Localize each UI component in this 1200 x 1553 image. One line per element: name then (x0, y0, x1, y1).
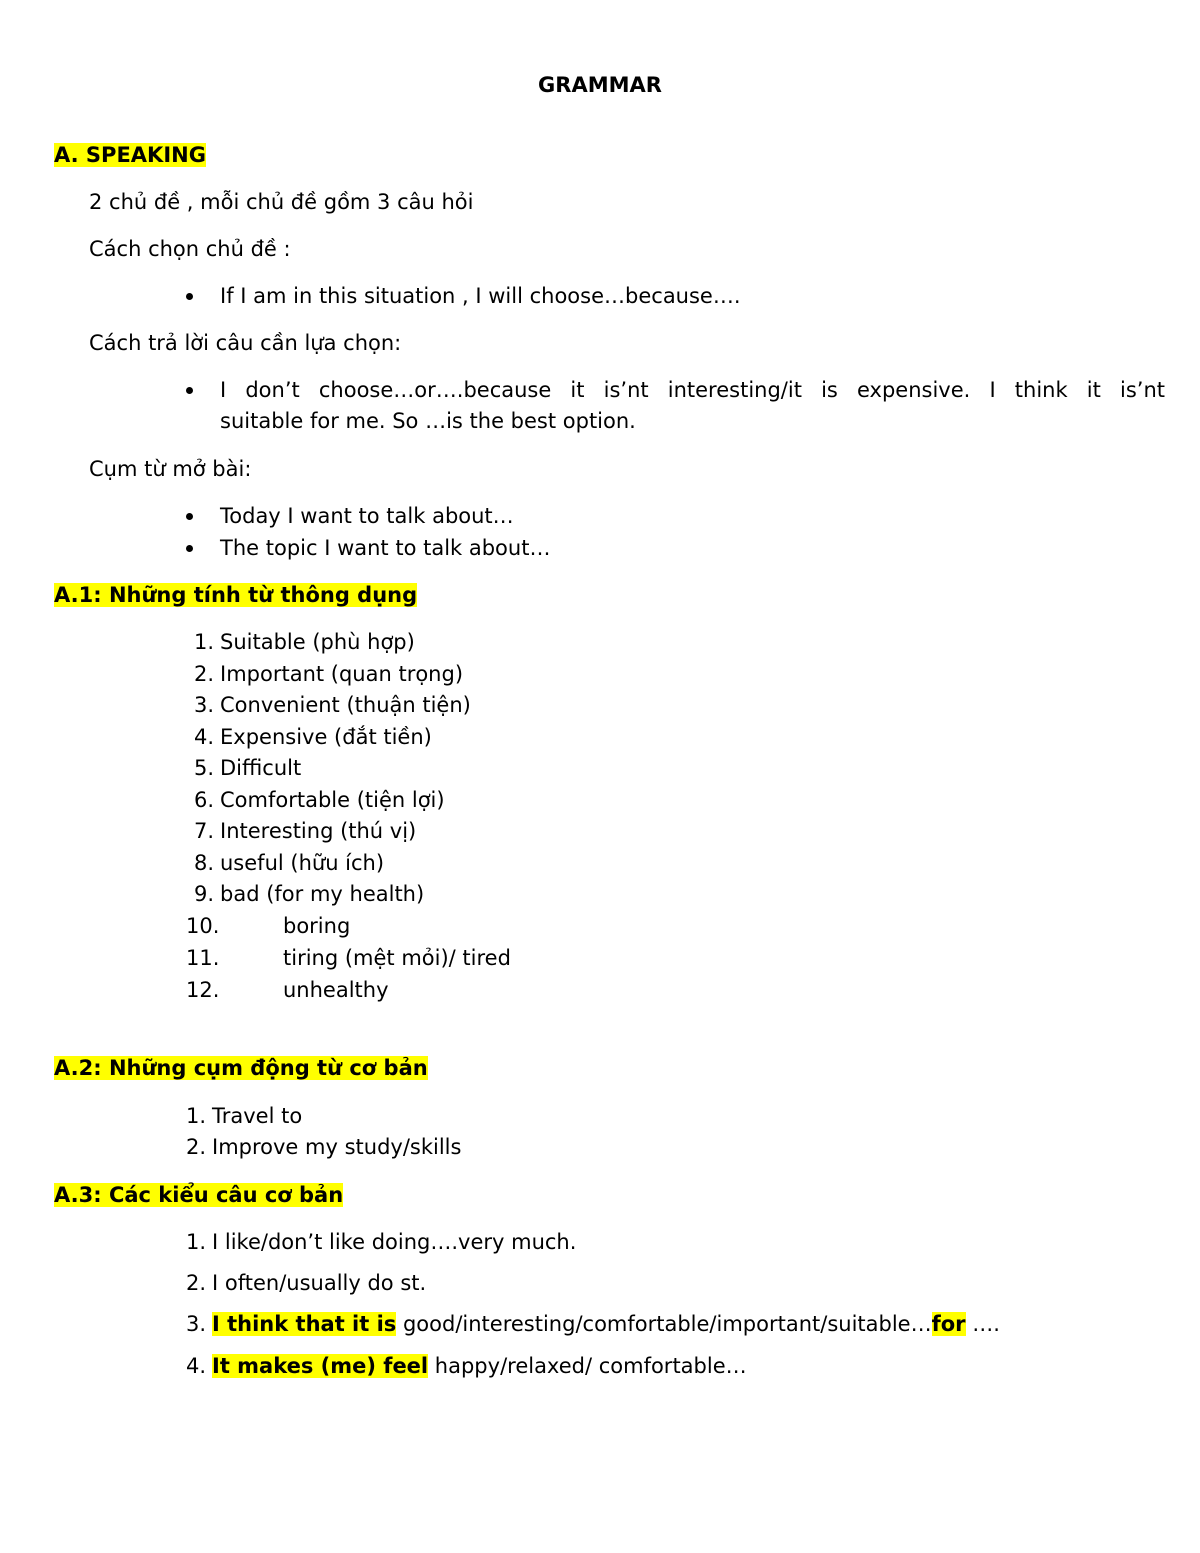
list-item (193, 848, 385, 879)
highlighted-phrase: for (931, 1312, 966, 1336)
section-heading-text: A.1: Những tính từ thông dụng (54, 583, 418, 607)
list-item (193, 722, 432, 753)
list-item (193, 753, 302, 784)
list-item-text: tiring (mệt mỏi)/ tired (283, 946, 511, 970)
choose-topic-bullet: If I am in this situation , I will choose…because…. (220, 284, 741, 308)
opening-label: Cụm từ mở bài: (89, 457, 252, 481)
section-heading-sentence-patterns (54, 1180, 343, 1211)
bullet-icon (186, 387, 193, 394)
list-item (185, 1101, 303, 1132)
section-heading-speaking (54, 140, 206, 171)
bullet-icon (186, 513, 193, 520)
list-item (193, 785, 445, 816)
list-number: 1. (185, 1104, 206, 1128)
list-number: 4. (185, 1354, 206, 1378)
list-item-text: Expensive (đắt tiền) (220, 725, 432, 749)
section-heading-text: A.2: Những cụm động từ cơ bản (54, 1056, 428, 1080)
list-item-text: Difficult (220, 756, 302, 780)
list-item-text: I often/usually do st. (212, 1271, 427, 1295)
list-number: 9. (193, 882, 214, 906)
highlighted-phrase: I think that it is (212, 1312, 397, 1336)
list-item (186, 943, 511, 974)
list-number: 11. (186, 946, 220, 970)
section-heading-phrasal-verbs (54, 1053, 428, 1084)
highlighted-phrase: It makes (me) feel (212, 1354, 429, 1378)
list-item-text: useful (hữu ích) (220, 851, 385, 875)
list-item (186, 975, 389, 1006)
list-number: 4. (193, 725, 214, 749)
choose-topic-label: Cách chọn chủ đề : (89, 237, 291, 261)
answer-bullet-line-2: suitable for me. So …is the best option. (220, 409, 636, 433)
list-item-text: bad (for my health) (220, 882, 425, 906)
list-item-text: Important (quan trọng) (220, 662, 464, 686)
bullet-icon (186, 545, 193, 552)
list-number: 12. (186, 978, 220, 1002)
list-item-text: Convenient (thuận tiện) (220, 693, 471, 717)
topic-count-line: 2 chủ đề , mỗi chủ đề gồm 3 câu hỏi (89, 190, 474, 214)
section-heading-text: A.3: Các kiểu câu cơ bản (54, 1183, 344, 1207)
list-number: 6. (193, 788, 214, 812)
list-number: 2. (193, 662, 214, 686)
section-heading-text: A. SPEAKING (54, 143, 206, 167)
list-item-text: boring (283, 914, 351, 938)
opening-bullet: Today I want to talk about… (220, 504, 514, 528)
list-number: 1. (185, 1230, 206, 1254)
section-heading-adjectives (54, 580, 417, 611)
list-item-text: …. (965, 1312, 1000, 1336)
answer-label: Cách trả lời câu cần lựa chọn: (89, 331, 402, 355)
list-item-text: Comfortable (tiện lợi) (220, 788, 445, 812)
list-item-text: good/interesting/comfortable/important/suitable… (396, 1312, 932, 1336)
list-number: 10. (186, 914, 220, 938)
list-item (193, 690, 471, 721)
list-item (193, 879, 425, 910)
list-number: 2. (185, 1271, 206, 1295)
list-item-text: I like/don’t like doing….very much. (212, 1230, 577, 1254)
list-item-text: Suitable (phù hợp) (220, 630, 415, 654)
document-title: GRAMMAR (538, 73, 662, 97)
list-number: 8. (193, 851, 214, 875)
list-number: 7. (193, 819, 214, 843)
list-item (193, 659, 464, 690)
list-item-text: unhealthy (283, 978, 389, 1002)
list-item (185, 1227, 577, 1258)
list-item (193, 816, 417, 847)
list-item-text: Improve my study/skills (212, 1135, 462, 1159)
list-item (185, 1351, 747, 1382)
list-item (185, 1309, 1000, 1340)
list-item-text: happy/relaxed/ comfortable… (428, 1354, 747, 1378)
list-item (193, 627, 415, 658)
list-number: 1. (193, 630, 214, 654)
list-item (185, 1132, 462, 1163)
list-number: 5. (193, 756, 214, 780)
bullet-icon (186, 293, 193, 300)
list-item (185, 1268, 427, 1299)
list-item-text: Travel to (212, 1104, 303, 1128)
list-number: 2. (185, 1135, 206, 1159)
list-number: 3. (185, 1312, 206, 1336)
list-item-text: Interesting (thú vị) (220, 819, 417, 843)
answer-bullet-line-1: I don’t choose…or….because it is’nt interesting/it is expensive. I think it is’nt (220, 378, 1165, 402)
opening-bullet: The topic I want to talk about… (220, 536, 551, 560)
list-item (186, 911, 351, 942)
list-number: 3. (193, 693, 214, 717)
